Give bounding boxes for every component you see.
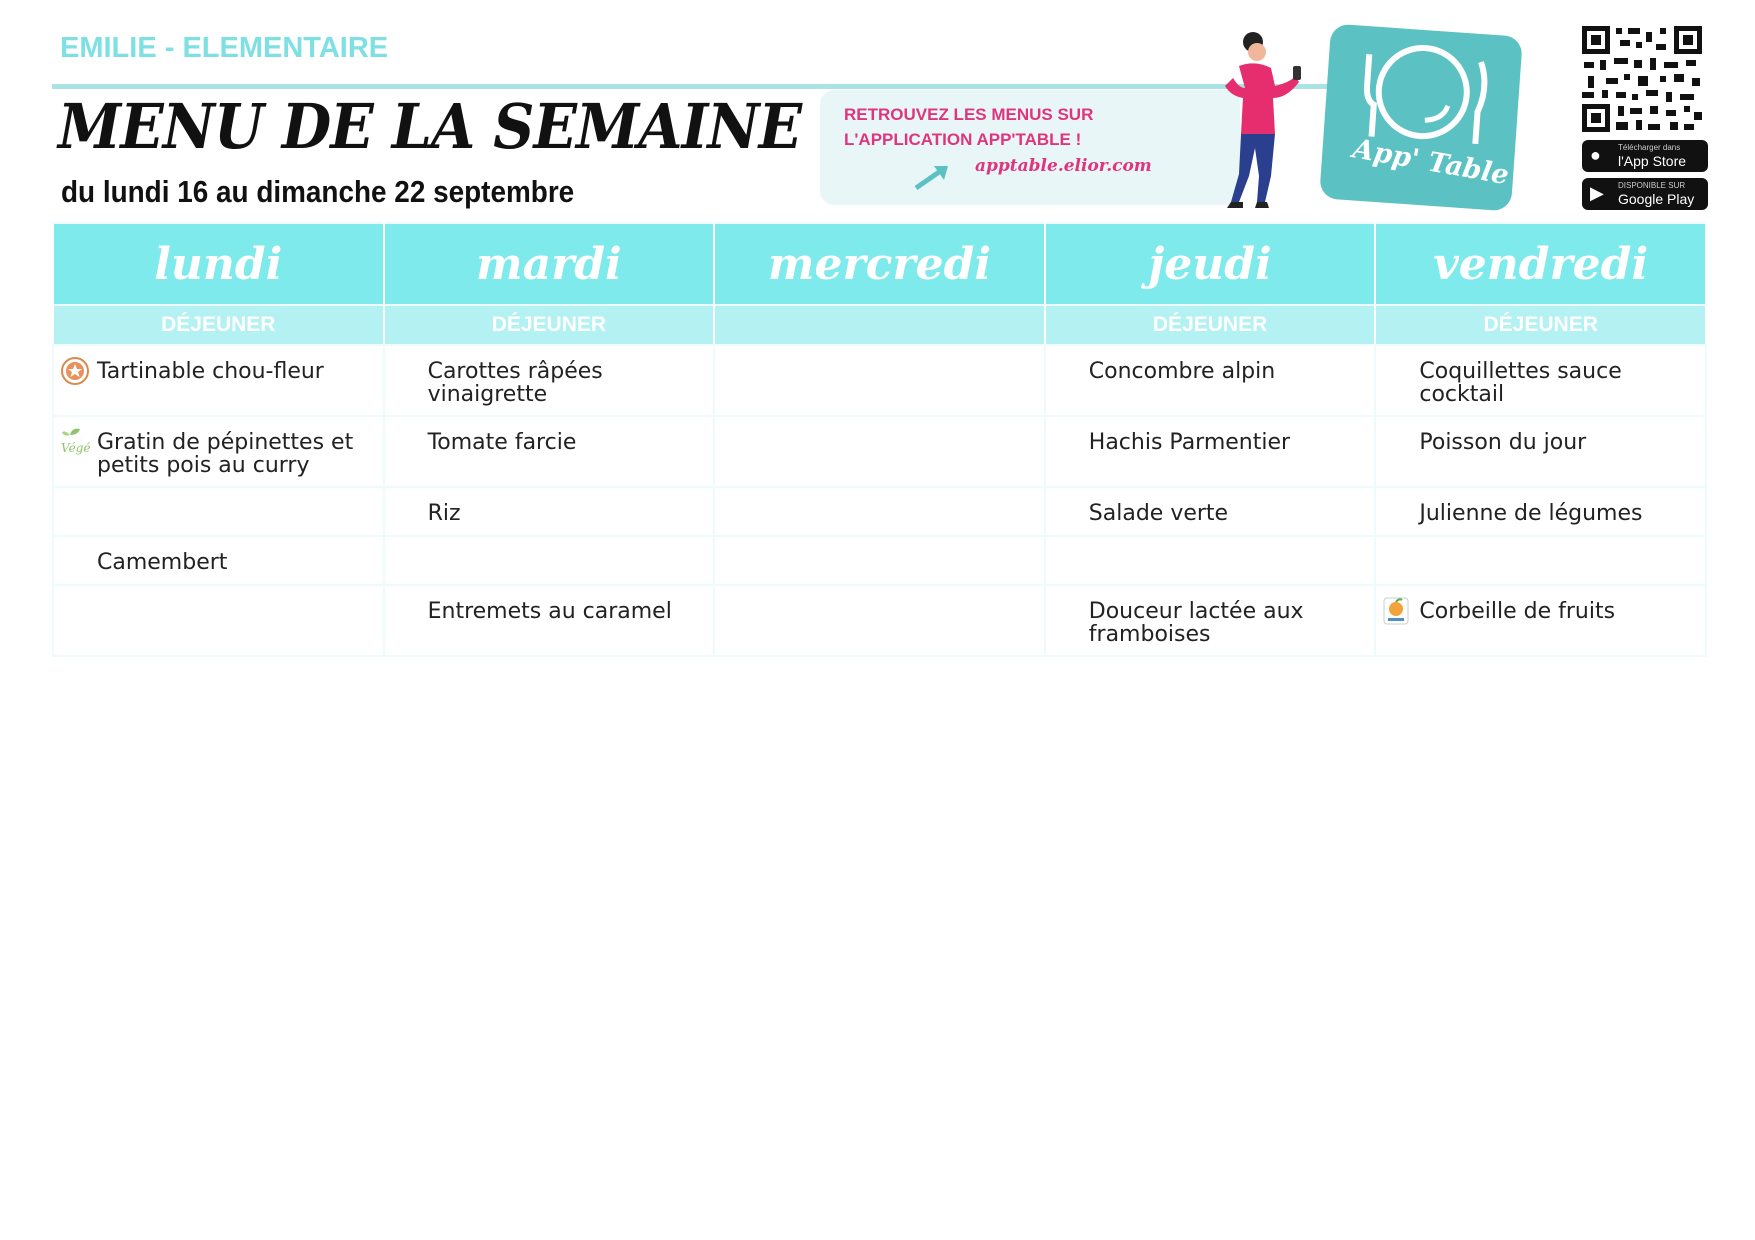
meal-label: DÉJEUNER [53, 305, 384, 345]
dish-name: Riz [427, 501, 461, 526]
arrow-icon [912, 162, 952, 192]
dish-cell [714, 416, 1045, 487]
dish-cell [714, 487, 1045, 536]
play-label: Google Play [1618, 191, 1695, 207]
weekly-menu-table [52, 222, 1707, 657]
dish-cell [1045, 345, 1376, 416]
day-header-mardi: mardi [384, 223, 715, 305]
day-header-lundi: lundi [53, 223, 384, 305]
dish-name: Julienne de légumes [1419, 501, 1643, 526]
google-play-badge[interactable] [1582, 178, 1708, 210]
dish-name: Concombre alpin [1088, 359, 1276, 384]
dish-name: Corbeille de fruits [1419, 599, 1616, 624]
dish-cell [53, 416, 384, 487]
dish-name: Gratin de pépinettes et petits pois au curry [97, 430, 354, 478]
dish-name: Douceur lactée aux framboises [1088, 599, 1304, 647]
app-name: App' Table [1350, 133, 1512, 192]
meal-label: DÉJEUNER [384, 305, 715, 345]
dish-cell [1045, 487, 1376, 536]
dish-name: Carottes râpées vinaigrette [427, 359, 603, 407]
promo-line-1: RETROUVEZ LES MENUS SUR [844, 105, 1094, 124]
dish-cell [53, 487, 384, 536]
table-row [53, 416, 1706, 487]
play-icon: ▶ [1590, 183, 1604, 203]
dish-name: Poisson du jour [1419, 430, 1587, 455]
promo-url[interactable]: apptable.elior.com [975, 156, 1152, 176]
table-row [53, 585, 1706, 656]
apptable-logo[interactable] [1319, 24, 1523, 212]
dish-cell [1045, 585, 1376, 656]
dish-cell [1375, 536, 1706, 585]
dish-cell [1375, 345, 1706, 416]
day-header-jeudi: jeudi [1045, 223, 1376, 305]
header-divider [52, 84, 1337, 89]
table-row [53, 345, 1706, 416]
dish-name: Coquillettes sauce cocktail [1419, 359, 1622, 407]
play-caption: DISPONIBLE SUR [1618, 181, 1686, 190]
appstore-caption: Télécharger dans [1618, 143, 1681, 152]
meal-label: DÉJEUNER [1045, 305, 1376, 345]
apple-icon: ● [1590, 145, 1601, 165]
promo-line-2: L'APPLICATION APP'TABLE ! [844, 130, 1082, 149]
table-row [53, 487, 1706, 536]
dish-cell [1375, 416, 1706, 487]
dish-cell [384, 416, 715, 487]
dish-cell [714, 536, 1045, 585]
dish-cell [384, 585, 715, 656]
day-header-row [53, 223, 1706, 305]
vegetarian-badge-icon [60, 427, 92, 457]
star-badge-icon [60, 356, 90, 386]
dish-name: Camembert [97, 550, 228, 575]
school-name: EMILIE - ELEMENTAIRE [60, 32, 389, 64]
page-title: MENU DE LA SEMAINE [58, 90, 802, 163]
dish-name: Tomate farcie [427, 430, 577, 455]
qr-code-icon[interactable] [1580, 24, 1704, 134]
dish-name: Tartinable chou-fleur [97, 359, 324, 384]
fruit-label-icon [1382, 596, 1410, 626]
dish-name: Hachis Parmentier [1088, 430, 1291, 455]
dish-cell [1045, 536, 1376, 585]
woman-with-phone-illustration [1195, 26, 1315, 211]
dish-cell [1375, 487, 1706, 536]
menu-period: du lundi 16 au dimanche 22 septembre [61, 174, 575, 209]
dish-cell [384, 487, 715, 536]
app-store-badge[interactable] [1582, 140, 1708, 172]
meal-label: DÉJEUNER [1375, 305, 1706, 345]
dish-cell [714, 585, 1045, 656]
table-row [53, 536, 1706, 585]
veg-label: Végé [61, 441, 91, 455]
appstore-label: l'App Store [1618, 153, 1687, 169]
dish-cell [384, 536, 715, 585]
dish-name: Salade verte [1088, 501, 1229, 526]
dish-cell [1375, 585, 1706, 656]
meal-header-row [53, 305, 1706, 345]
day-header-mercredi: mercredi [714, 223, 1045, 305]
dish-cell [384, 345, 715, 416]
day-header-vendredi: vendredi [1375, 223, 1706, 305]
dish-name: Entremets au caramel [427, 599, 672, 624]
dish-cell [1045, 416, 1376, 487]
dish-cell [714, 345, 1045, 416]
app-promo-banner [820, 90, 1240, 205]
dish-cell [53, 345, 384, 416]
dish-cell [53, 536, 384, 585]
meal-label [714, 305, 1045, 345]
dish-cell [53, 585, 384, 656]
